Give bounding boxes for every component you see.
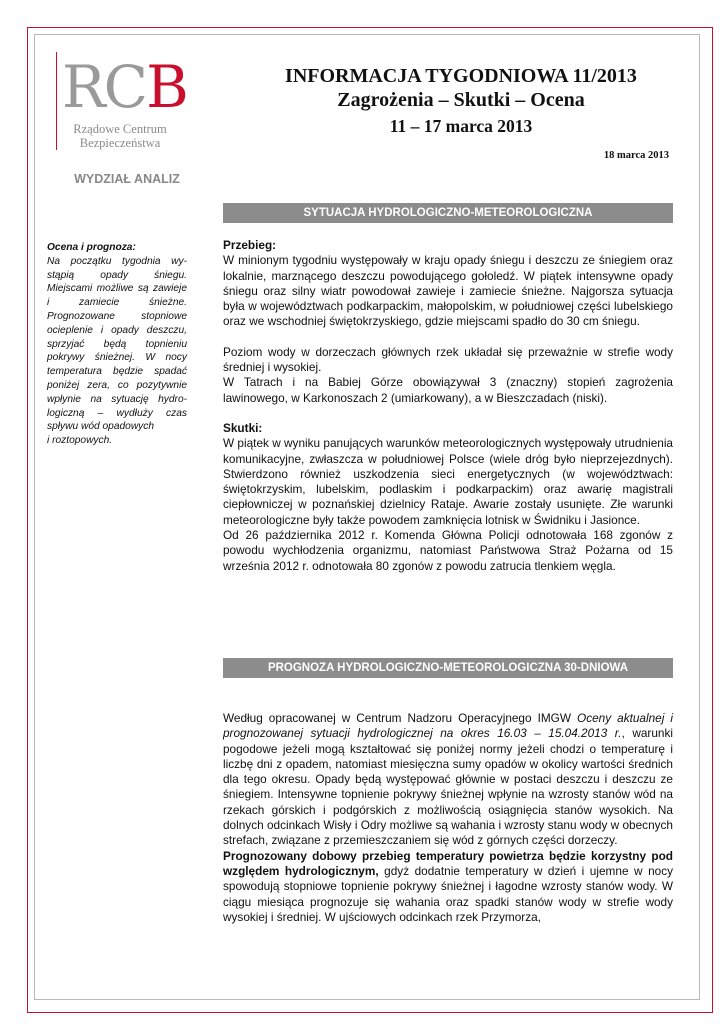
issue-date: 18 marca 2013 xyxy=(603,150,669,161)
rcb-logo xyxy=(62,53,192,150)
forecast-paragraph-2 xyxy=(223,849,673,925)
skutki-heading: Skutki: xyxy=(223,420,263,435)
sidebar-text-end: i roztopowych. xyxy=(47,435,113,447)
logo-divider-line xyxy=(56,52,57,150)
forecast-p1-italic: Oceny aktualnej i prognozowanej sytuacji hydrologicznej na okres 16.03 – 15.04.2013 r. xyxy=(223,711,673,741)
forecast-p2-bold: Prognozowany dobowy przebieg temperatury powietrza będzie korzystny pod względem hydrologicznym, xyxy=(223,848,673,878)
przebieg-paragraph-3: W Tatrach i na Babiej Górze obowiązywał 3 (znaczny) stopień zagrożenia lawinowego, w Karkonoszach 2 (umiarkowany), a w Bieszczadach (niski). xyxy=(223,375,673,405)
sidebar-forecast xyxy=(47,241,187,448)
title-line3: 11 – 17 marca 2013 xyxy=(389,116,533,136)
document-title xyxy=(216,64,706,138)
title-line1: INFORMACJA TYGODNIOWA 11/2013 xyxy=(285,65,637,87)
department-label: WYDZIAŁ ANALIZ xyxy=(74,172,180,186)
section1-header: SYTUACJA HYDROLOGICZNO-METEOROLOGICZNA xyxy=(223,203,673,223)
title-line2: Zagrożenia – Skutki – Ocena xyxy=(337,89,585,111)
logo-letter-b: B xyxy=(146,53,187,121)
forecast-p1-start: Według opracowanej w Centrum Nadzoru Operacyjnego IMGW xyxy=(223,711,578,725)
forecast-p2-rest: gdyż dodatnie temperatury w dzień i ujemne w nocy spowodują stopniowe topnienie pokrywy śnieżnej i łagodne wzrosty stanów wody. W ciągu miesiąca prognozuje się wahania oraz spadki stanów wody w strefie wody wysokiej i średniej. W ujściowych odcinkach rzek Przymorza, xyxy=(223,863,673,924)
skutki-paragraph-1: W piątek w wyniku panujących warunków meteorologicznych występowały utrudnienia komunikacyjne, zwłaszcza w południowej Polsce (wiele dróg było nieprzejezdnych). Stwierdzono również uszkodzenia sieci energetycznych (w województwach: świętokrzyskim, lubelskim, podlaskim i podkarpackim) oraz awarię magistrali ciepłowniczej w poznańskiej dzielnicy Rataje. Awarie zostały usunięte. Złe warunki meteorologiczne były także powodem zamknięcia lotnisk w Świdniku i Jasionce. xyxy=(223,436,673,527)
przebieg-paragraph-1: W minionym tygodniu występowały w kraju opady śniegu i deszczu ze śniegiem oraz lokalnie, marznącego deszczu powodującego gołoledź. W piątek intensywne opady śniegu oraz silny wiatr powodował zawieje i zamiecie śnieżne. Najgorsza sytuacja była w województwach podkarpackim, małopolskim, w południowej części lubelskiego oraz we wschodniej świętokrzyskiego, gdzie miejscami spadło do 30 cm śniegu. xyxy=(223,253,673,329)
forecast-paragraph-1 xyxy=(223,711,673,849)
logo-subtitle-line2: Bezpieczeństwa xyxy=(79,136,161,150)
przebieg-heading: Przebieg: xyxy=(223,238,277,252)
sidebar-heading: Ocena i prognoza: xyxy=(47,242,136,253)
section1-body xyxy=(223,238,673,574)
forecast-p1-rest: , warunki pogodowe jeżeli mogą kształtować się poniżej normy jeżeli chodzi o temperaturę i liczbę dni z opadem, natomiast miesięczna sumy opadów w okolicy wartości średnich dla tego okresu. Opady będą występować głównie w postaci deszczu i deszczu ze śniegiem. Intensywne topnienie pokrywy śnieżnej wpłynie na wzrosty stanów wód na rzekach górskich i podgórskich z możliwością osiągnięcia stanów wysokich. Na dolnych odcinkach Wisły i Odry możliwe są wahania i wzrosty stanu wody w obecnych strefach, związane z przemieszczaniem się wód z górnych części dorzeczy. xyxy=(223,726,673,848)
section2-body xyxy=(223,711,673,925)
logo-subtitle xyxy=(62,122,178,150)
przebieg-paragraph-2: Poziom wody w dorzeczach głównych rzek układał się przeważnie w strefie wody średniej i wysokiej. xyxy=(223,344,673,375)
section2-header: PROGNOZA HYDROLOGICZNO-METEOROLOGICZNA 30-DNIOWA xyxy=(223,658,673,678)
logo-letters-rc: RC xyxy=(62,53,147,121)
skutki-paragraph-2: Od 26 października 2012 r. Komenda Główna Policji odnotowała 168 zgonów z powodu wychłodzenia organizmu, natomiast Państwowa Straż Pożarna od 15 września 2012 r. odnotowała 80 zgonów z powodu zatrucia tlenkiem węgla. xyxy=(223,528,673,573)
sidebar-text: Na początku tygodnia wy-stąpią opady śniegu. Miejscami możliwe są zawieje i zamiecie śnieżne. Prognozowane stopniowe ocieplenie i opady deszczu, sprzyjać będą topnieniu pokrywy śnieżnej. W nocy temperatura będzie spadać poniżej zera, co pozytywnie wpłynie na sytuację hydro-logiczną – wydłuży czas spływu wód opadowych xyxy=(47,255,187,433)
logo-subtitle-line1: Rządowe Centrum xyxy=(73,122,167,136)
